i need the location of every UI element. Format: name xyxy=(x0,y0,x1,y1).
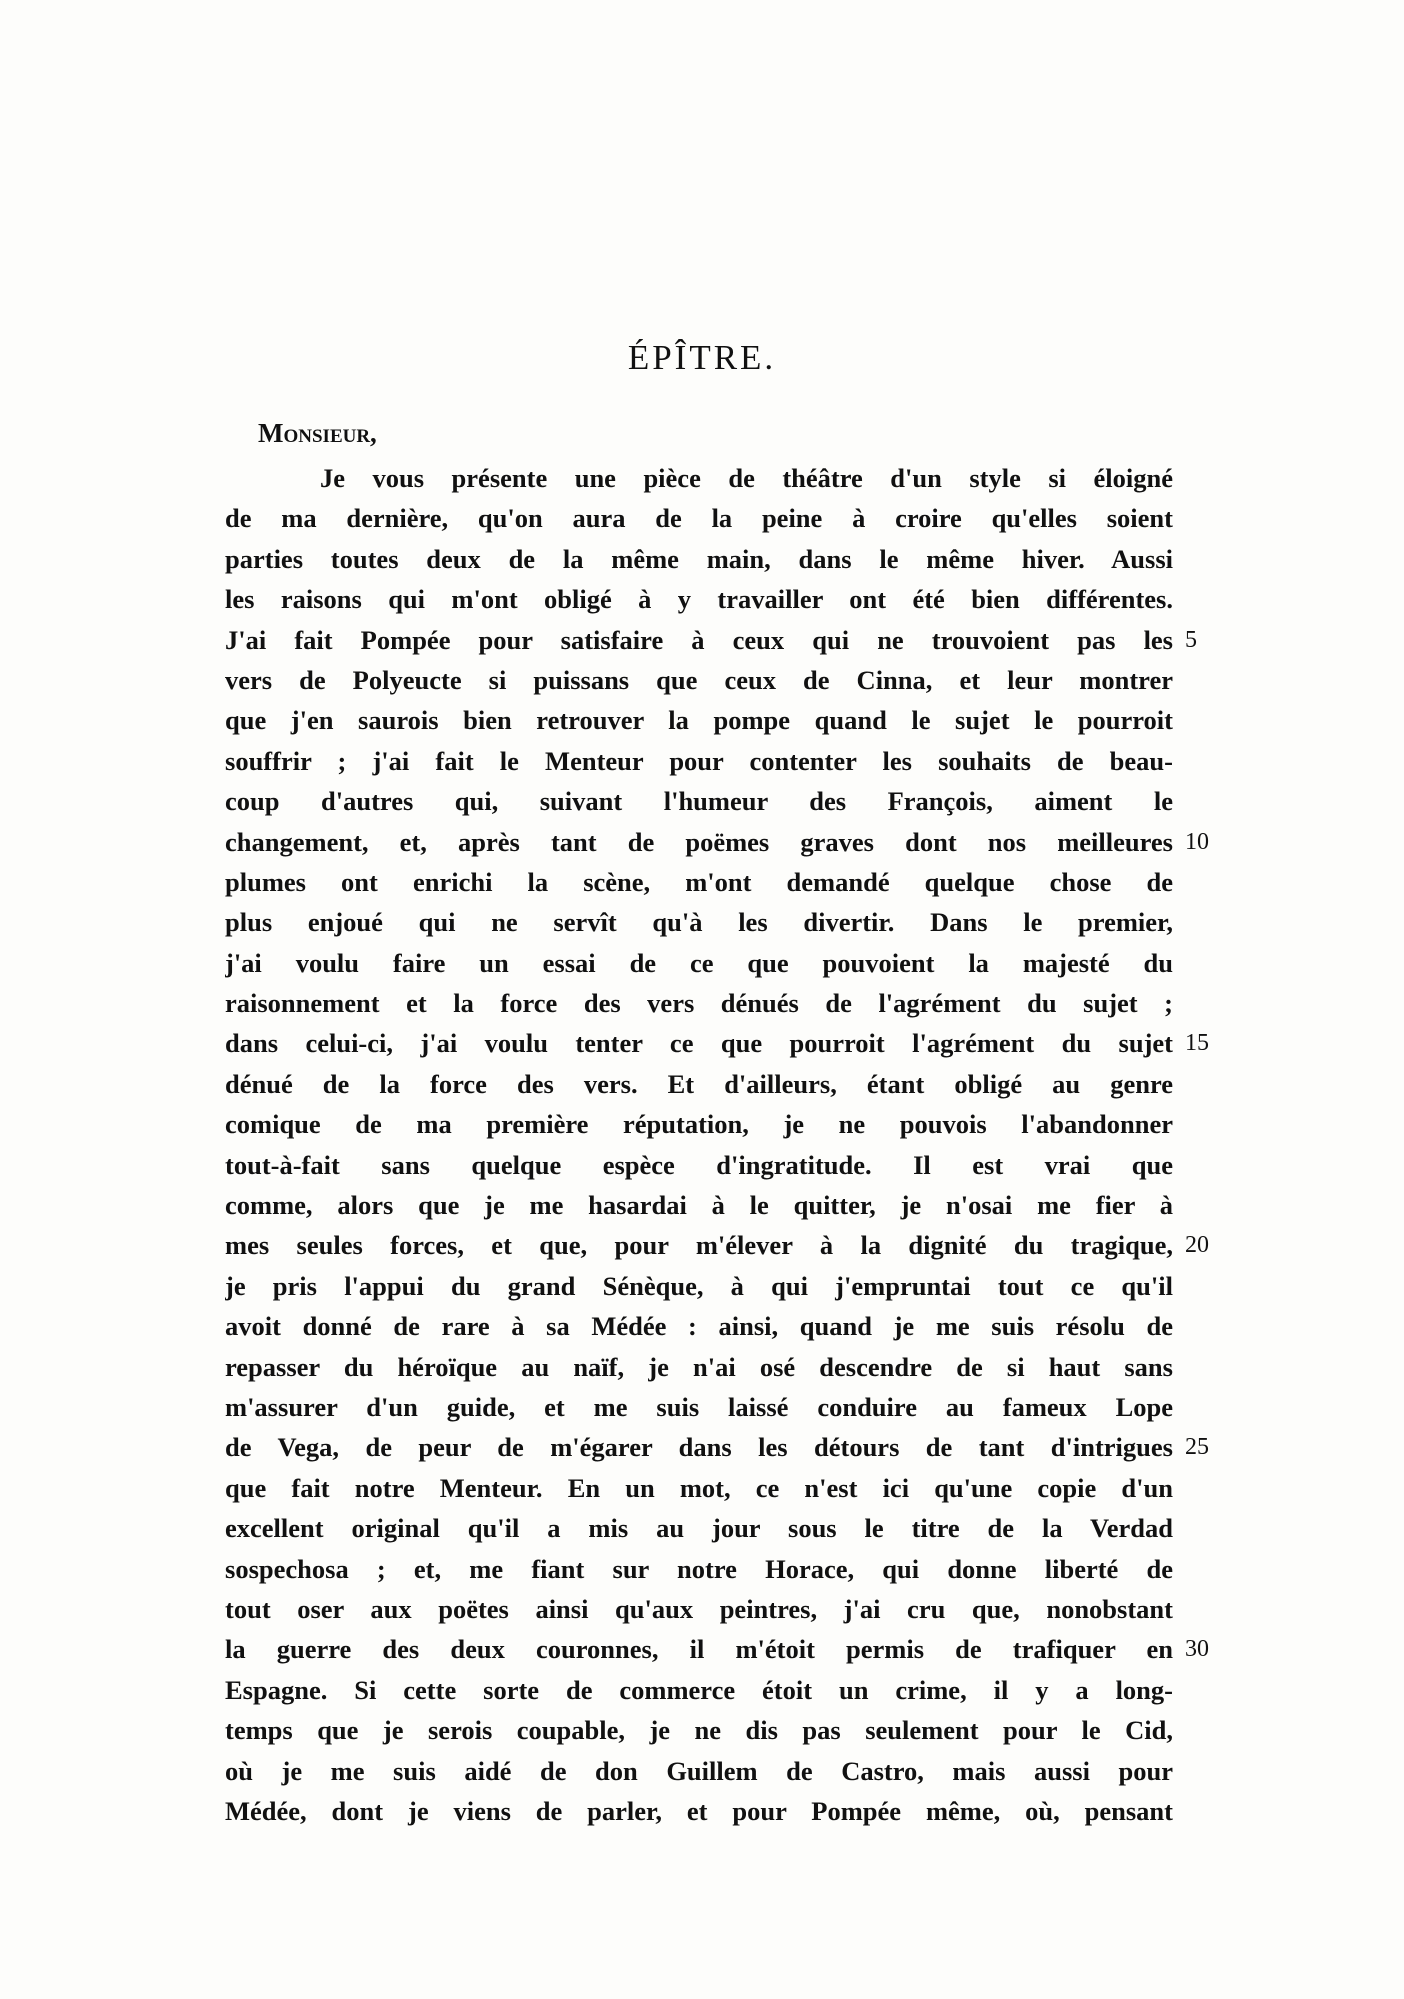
text-line xyxy=(225,498,1185,538)
line-text: je pris l'appui du grand Sénèque, à qui j'empruntai tout ce qu'il xyxy=(225,1270,1173,1301)
line-text: tout oser aux poëtes ainsi qu'aux peintres, j'ai cru que, nonobstant xyxy=(225,1593,1173,1624)
line-text: que fait notre Menteur. En un mot, ce n'est ici qu'une copie d'un xyxy=(225,1472,1173,1503)
line-text: que j'en saurois bien retrouver la pompe quand le sujet le pourroit xyxy=(225,705,1173,736)
line-text: parties toutes deux de la même main, dans le même hiver. Aussi xyxy=(225,543,1173,574)
text-line xyxy=(225,1064,1185,1104)
line-text: raisonnement et la force des vers dénués de l'agrément du sujet ; xyxy=(225,988,1173,1019)
text-line xyxy=(225,1468,1185,1508)
text-line xyxy=(225,781,1185,821)
line-text: mes seules forces, et que, pour m'élever à la dignité du tragique, xyxy=(225,1230,1173,1261)
line-number: 5 xyxy=(1185,626,1197,653)
line-number: 20 xyxy=(1185,1232,1209,1259)
text-line xyxy=(225,579,1185,619)
text-line xyxy=(225,741,1185,781)
line-text: de ma dernière, qu'on aura de la peine à croire qu'elles soient xyxy=(225,503,1173,534)
text-line xyxy=(225,1670,1185,1710)
text-line xyxy=(225,539,1185,579)
line-text: comique de ma première réputation, je ne pouvois l'abandonner xyxy=(225,1109,1173,1140)
text-line xyxy=(225,1549,1185,1589)
text-line xyxy=(225,1347,1185,1387)
line-number: 10 xyxy=(1185,828,1209,855)
line-text: repasser du héroïque au naïf, je n'ai osé descendre de si haut sans xyxy=(225,1351,1173,1382)
line-text: Espagne. Si cette sorte de commerce étoit un crime, il y a long- xyxy=(225,1674,1173,1705)
text-line xyxy=(225,1023,1209,1063)
text-line xyxy=(225,902,1185,942)
text-line xyxy=(225,1387,1185,1427)
text-line xyxy=(225,700,1185,740)
text-line xyxy=(225,943,1185,983)
line-text: dénué de la force des vers. Et d'ailleurs, étant obligé au genre xyxy=(225,1068,1173,1099)
line-text: temps que je serois coupable, je ne dis pas seulement pour le Cid, xyxy=(225,1715,1173,1746)
text-line xyxy=(225,1751,1185,1791)
line-text: souffrir ; j'ai fait le Menteur pour contenter les souhaits de beau- xyxy=(225,745,1173,776)
text-line xyxy=(225,1629,1209,1669)
line-text: excellent original qu'il a mis au jour sous le titre de la Verdad xyxy=(225,1513,1173,1544)
line-text: dans celui-ci, j'ai voulu tenter ce que pourroit l'agrément du sujet xyxy=(225,1028,1173,1059)
line-text: changement, et, après tant de poëmes graves dont nos meilleures xyxy=(225,826,1173,857)
line-text: Je vous présente une pièce de théâtre d'un style si éloigné xyxy=(320,463,1173,493)
text-line xyxy=(225,983,1185,1023)
text-line xyxy=(225,1266,1185,1306)
text-line xyxy=(225,1104,1185,1144)
line-text: où je me suis aidé de don Guillem de Castro, mais aussi pour xyxy=(225,1755,1173,1786)
text-line xyxy=(225,1306,1185,1346)
text-line xyxy=(225,862,1185,902)
line-number: 15 xyxy=(1185,1030,1209,1057)
text-line xyxy=(225,1710,1185,1750)
text-line xyxy=(225,458,1185,498)
line-text: J'ai fait Pompée pour satisfaire à ceux qui ne trouvoient pas les xyxy=(225,624,1173,655)
line-text: m'assurer d'un guide, et me suis laissé conduire au fameux Lope xyxy=(225,1391,1173,1422)
line-text: comme, alors que je me hasardai à le quitter, je n'osai me fier à xyxy=(225,1190,1173,1221)
line-text: la guerre des deux couronnes, il m'étoit permis de trafiquer en xyxy=(225,1634,1173,1665)
line-text: tout-à-fait sans quelque espèce d'ingratitude. Il est vrai que xyxy=(225,1149,1173,1180)
line-number: 25 xyxy=(1185,1434,1209,1461)
text-line xyxy=(225,1225,1209,1265)
text-line xyxy=(225,1791,1185,1831)
line-text: plus enjoué qui ne servît qu'à les divertir. Dans le premier, xyxy=(225,907,1173,938)
line-text: les raisons qui m'ont obligé à y travailler ont été bien différentes. xyxy=(225,584,1173,615)
line-number: 30 xyxy=(1185,1636,1209,1663)
line-text: avoit donné de rare à sa Médée : ainsi, quand je me suis résolu de xyxy=(225,1311,1173,1342)
text-line xyxy=(225,1145,1185,1185)
text-line xyxy=(225,1427,1209,1467)
text-line xyxy=(225,660,1185,700)
line-text: coup d'autres qui, suivant l'humeur des François, aiment le xyxy=(225,786,1173,817)
text-line xyxy=(225,620,1197,660)
line-text: sospechosa ; et, me fiant sur notre Horace, qui donne liberté de xyxy=(225,1553,1173,1584)
line-text: plumes ont enrichi la scène, m'ont demandé quelque chose de xyxy=(225,866,1173,897)
line-text: de Vega, de peur de m'égarer dans les détours de tant d'intrigues xyxy=(225,1432,1173,1463)
text-body xyxy=(225,458,1209,1831)
page-title: ÉPÎTRE. xyxy=(627,338,777,377)
text-line xyxy=(225,1589,1185,1629)
line-text: j'ai voulu faire un essai de ce que pouvoient la majesté du xyxy=(225,947,1173,978)
line-text: Médée, dont je viens de parler, et pour Pompée même, où, pensant xyxy=(225,1795,1173,1826)
text-line xyxy=(225,822,1209,862)
text-line xyxy=(225,1508,1185,1548)
salutation: Monsieur, xyxy=(258,418,377,448)
text-line xyxy=(225,1185,1185,1225)
line-text: vers de Polyeucte si puissans que ceux de Cinna, et leur montrer xyxy=(225,664,1173,695)
